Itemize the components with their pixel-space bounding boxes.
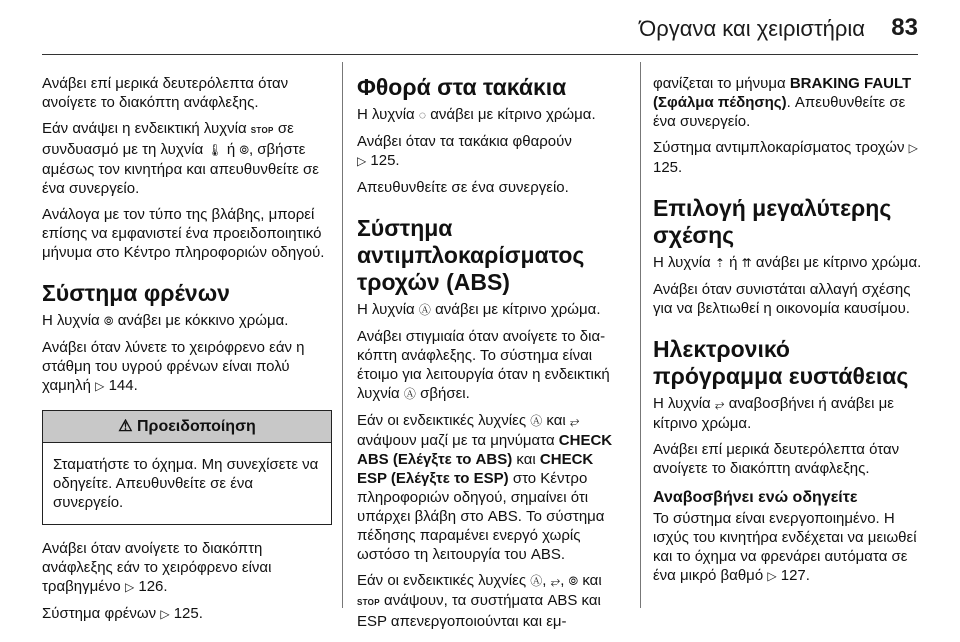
warning-header: ⚠ Προειδοποίηση — [43, 411, 331, 443]
brake-pad-wear-icon: ◌ — [418, 108, 427, 122]
paragraph: Η λυχνία ⥂ αναβοσβήνει ή ανάβει με κίτρινο χρώμα. — [653, 395, 894, 432]
column-3 — [653, 74, 925, 593]
section-heading-brake-pads: Φθορά στα τακάκια — [357, 74, 567, 100]
column-2 — [357, 74, 627, 638]
page-reference-arrow-icon: ▷ — [767, 569, 777, 583]
paragraph: Ανάλογα με τον τύπο της βλάβης, μπορεί επίσης να εμφανιστεί ένα προειδοποιητικό μήνυμα στο Κέντρο πληροφοριών οδηγού. — [42, 206, 325, 261]
paragraph: Ανάβει στιγμιαία όταν ανοίγετε το διακόπτη ανάφλεξης. Το σύστημα είναι έτοιμο για λειτουργία όταν η ενδεικτική λυχνία Ⓐ σβήσει. — [357, 328, 610, 402]
paragraph: Σύστημα αντιμπλοκαρίσματος τροχών ▷ 125. — [653, 139, 918, 176]
paragraph: Το σύστημα είναι ενεργοποιημένο. Η ισχύς του κινητήρα ενδέχεται να μειωθεί και το όχημα να φρενάρει αυτόματα σε ένα μικρό βαθμό ▷ 127. — [653, 510, 917, 584]
page-reference-arrow-icon: ▷ — [95, 379, 105, 393]
message-check-abs: CHECK ABS (Ελέγξτε το ABS) — [357, 432, 613, 468]
paragraph: Η λυχνία ⦾ ανάβει με κόκκινο χρώμα. — [42, 312, 289, 329]
coolant-temperature-icon: 🌡 — [207, 143, 223, 157]
section-heading-upshift: Επιλογή μεγαλύτερης σχέσης — [653, 195, 892, 248]
page-reference-arrow-icon: ▷ — [357, 154, 367, 168]
paragraph: Η λυχνία Ⓐ ανάβει με κίτρινο χρώμα. — [357, 301, 601, 318]
abs-icon: Ⓐ — [530, 414, 543, 428]
stop-icon: STOP — [250, 126, 274, 135]
column-1 — [42, 74, 332, 631]
paragraph: Ανάβει επί μερικά δευτερόλεπτα όταν ανοίγετε το διακόπτη ανάφλεξης. — [42, 75, 289, 111]
page-reference-arrow-icon: ▷ — [124, 580, 135, 594]
subsection-heading-flashing: Αναβοσβήνει ενώ οδηγείτε — [653, 489, 858, 506]
double-upshift-arrow-icon: ⇈ — [741, 256, 752, 270]
chapter-title: Όργανα και χειριστήρια — [639, 16, 865, 41]
section-heading-abs: Σύστημα αντιμπλοκαρίσματος τροχών (ABS) — [357, 215, 585, 295]
paragraph: Ανάβει όταν τα τακάκια φθαρούν ▷ 125. — [357, 133, 572, 169]
paragraph: Εάν ανάψει η ενδεικτική λυχνία STOP σε συνδυασμό με τη λυχνία 🌡 ή ⦾, σβήστε αμέσως τον κινητήρα και απευθυνθείτε σε ένα συνεργείο. — [42, 120, 319, 197]
paragraph: Ανάβει όταν συνιστάται αλλαγή σχέσης για να βελτιωθεί η οικονομία καυσίμου. — [653, 281, 911, 317]
message-check-esp: CHECK ESP (Ελέγξτε το ESP) — [357, 451, 594, 487]
paragraph: Εάν οι ενδεικτικές λυχνίες Ⓐ και ⥂ ανάψουν μαζί με τα μηνύματα CHECK ABS (Ελέγξτε το ABS) και CHECK ESP (Ελέγξτε το ESP) στο Κέντρο πληροφοριών οδηγού, σημαίνει ότι υπάρχει βλάβη στο ABS. Το σύστημα πέδησης παραμένει ενεργό χωρίς ωστόσο τη λειτουργία του ABS. — [357, 412, 613, 563]
paragraph: Ανάβει όταν λύνετε το χειρόφρενο εάν η στάθμη του υγρού φρένων είναι πολύ χαμηλή ▷ 144. — [42, 339, 305, 394]
paragraph: Η λυχνία ⇡ ή ⇈ ανάβει με κίτρινο χρώμα. — [653, 254, 922, 271]
column-divider-2 — [640, 62, 641, 608]
brake-system-icon: ⦾ — [103, 314, 114, 328]
warning-text: Σταματήστε το όχημα. Μη συνεχίσετε να οδηγείτε. Απευθυνθείτε σε ένα συνεργείο. — [53, 456, 319, 511]
paragraph: Σύστημα φρένων ▷ 125. — [42, 605, 203, 622]
paragraph: Εάν οι ενδεικτικές λυχνίες Ⓐ, ⥂, ⦾ και STOP ανάψουν, τα συστήματα ABS και ESP απενεργοποιούνται και εμ- — [357, 572, 602, 630]
abs-icon: Ⓐ — [418, 303, 431, 317]
stop-icon: STOP — [357, 598, 380, 607]
page-number: 83 — [891, 14, 918, 41]
esp-skid-icon: ⥂ — [714, 397, 725, 411]
paragraph: Η λυχνία ◌ ανάβει με κίτρινο χρώμα. — [357, 106, 596, 123]
esp-skid-icon: ⥂ — [550, 574, 561, 588]
abs-icon: Ⓐ — [530, 574, 543, 588]
warning-triangle-icon: ⚠ — [118, 418, 133, 435]
page-reference-arrow-icon: ▷ — [908, 141, 918, 155]
page-reference-arrow-icon: ▷ — [160, 607, 170, 621]
section-heading-brake-system: Σύστημα φρένων — [42, 280, 230, 306]
abs-icon: Ⓐ — [403, 387, 416, 401]
paragraph: Απευθυνθείτε σε ένα συνεργείο. — [357, 179, 569, 196]
esp-skid-icon: ⥂ — [569, 414, 580, 428]
header-divider — [42, 54, 918, 55]
upshift-arrow-icon: ⇡ — [714, 256, 725, 270]
paragraph: Ανάβει όταν ανοίγετε το διακόπτη ανάφλεξης εάν το χειρόφρενο είναι τραβηγμένο ▷ 126. — [42, 540, 272, 595]
paragraph: Ανάβει επί μερικά δευτερόλεπτα όταν ανοίγετε το διακόπτη ανάφλεξης. — [653, 441, 900, 477]
brake-system-icon: ⦾ — [239, 143, 249, 157]
page-header — [0, 0, 960, 52]
message-braking-fault: BRAKING FAULT (Σφάλμα πέδησης) — [653, 75, 912, 111]
paragraph: φανίζεται το μήνυμα BRAKING FAULT (Σφάλμα πέδησης). Απευθυνθείτε σε ένα συνεργείο. — [653, 75, 912, 130]
warning-box — [42, 410, 332, 525]
column-divider-1 — [342, 62, 343, 608]
section-heading-esp: Ηλεκτρονικό πρόγραμμα ευστάθειας — [653, 336, 909, 389]
brake-system-icon: ⦾ — [568, 574, 579, 588]
